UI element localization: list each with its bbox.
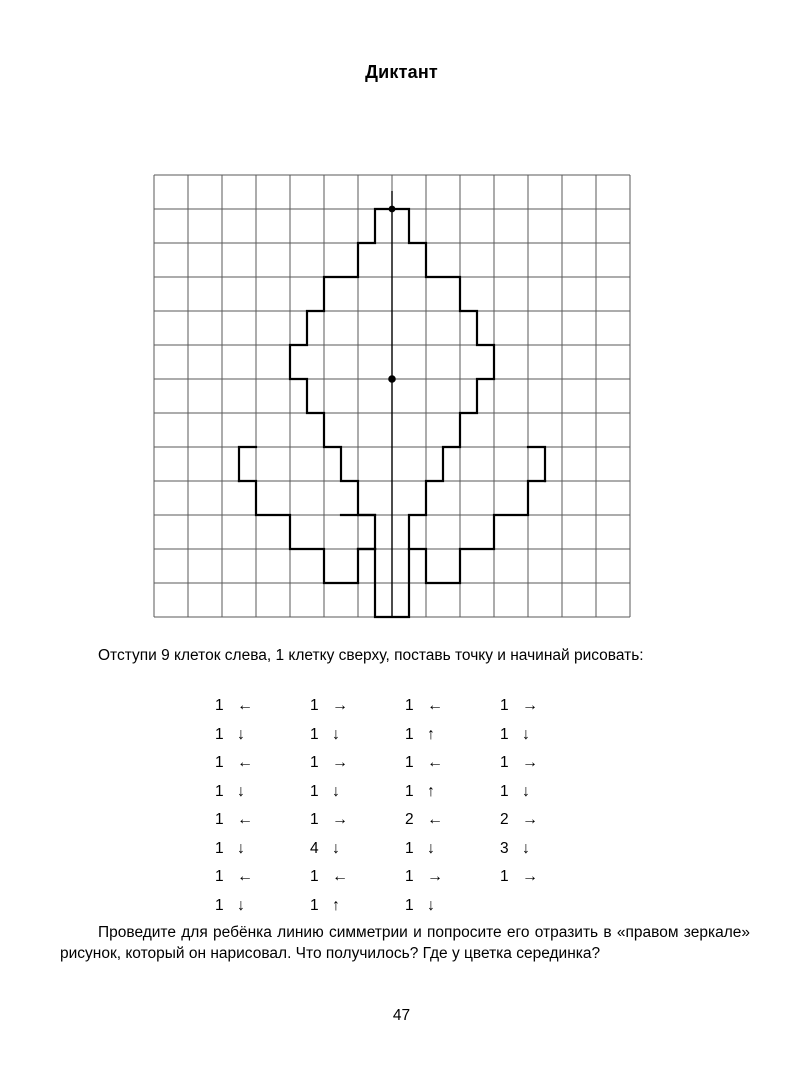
step-cell (310, 783, 405, 801)
step-count: 1 (500, 697, 509, 715)
step-count: 1 (500, 782, 509, 800)
arrow-down-icon: ↓ (332, 725, 340, 743)
arrow-right-icon: → (332, 754, 348, 772)
step-count: 1 (310, 811, 319, 829)
page-title: Диктант (365, 62, 438, 82)
step-count: 1 (405, 782, 414, 800)
arrow-left-icon: ← (332, 868, 348, 886)
step-count: 1 (405, 697, 414, 715)
step-cell (405, 840, 500, 858)
step-count: 1 (310, 896, 319, 914)
step-count: 1 (405, 868, 414, 886)
step-count: 1 (215, 896, 224, 914)
arrow-down-icon: ↓ (332, 839, 340, 857)
arrow-right-icon: → (427, 868, 443, 886)
steps-table (215, 692, 595, 920)
arrow-right-icon: → (522, 754, 538, 772)
step-count: 1 (500, 725, 509, 743)
arrow-down-icon: ↓ (522, 839, 530, 857)
center-dot (388, 375, 396, 383)
arrow-left-icon: ← (237, 811, 253, 829)
steps-row (215, 835, 595, 864)
closing-text (60, 922, 750, 965)
step-cell (500, 811, 595, 829)
step-cell (215, 897, 310, 915)
step-cell (405, 897, 500, 915)
arrow-left-icon: ← (427, 697, 443, 715)
step-count: 1 (310, 697, 319, 715)
arrow-left-icon: ← (427, 811, 443, 829)
page-number: 47 (392, 1007, 411, 1024)
step-cell (500, 783, 595, 801)
step-cell (310, 811, 405, 829)
arrow-down-icon: ↓ (522, 725, 530, 743)
steps-row (215, 721, 595, 750)
step-cell (215, 868, 310, 886)
step-count: 1 (215, 868, 224, 886)
steps-row (215, 692, 595, 721)
steps-row (215, 749, 595, 778)
step-cell (405, 868, 500, 886)
step-cell (310, 726, 405, 744)
closing-body: Проведите для ребёнка линию симметрии и попросите его отразить в «правом зеркале» рисунок, который он нарисовал. Что получилось? Где у цветка серединка? (60, 924, 750, 963)
steps-row (215, 892, 595, 921)
step-count: 1 (405, 896, 414, 914)
step-cell (500, 726, 595, 744)
step-cell (405, 726, 500, 744)
arrow-left-icon: ← (237, 868, 253, 886)
step-count: 1 (215, 725, 224, 743)
arrow-down-icon: ↓ (427, 839, 435, 857)
step-cell (215, 811, 310, 829)
arrow-left-icon: ← (427, 754, 443, 772)
step-cell (310, 868, 405, 886)
step-cell (500, 840, 595, 858)
step-count: 1 (310, 782, 319, 800)
step-count: 4 (310, 839, 319, 857)
step-cell (215, 840, 310, 858)
step-cell (500, 697, 595, 715)
steps-row (215, 806, 595, 835)
step-cell (405, 783, 500, 801)
instruction-text (60, 645, 750, 666)
step-count: 1 (405, 725, 414, 743)
step-count: 2 (405, 811, 414, 829)
arrow-up-icon: ↑ (427, 725, 435, 743)
step-cell (310, 840, 405, 858)
step-cell (405, 697, 500, 715)
step-cell (405, 811, 500, 829)
arrow-right-icon: → (332, 811, 348, 829)
step-cell (215, 697, 310, 715)
arrow-down-icon: ↓ (237, 725, 245, 743)
arrow-up-icon: ↑ (427, 782, 435, 800)
step-count: 1 (310, 754, 319, 772)
arrow-left-icon: ← (237, 754, 253, 772)
arrow-down-icon: ↓ (237, 896, 245, 914)
steps-row (215, 863, 595, 892)
arrow-right-icon: → (522, 868, 538, 886)
start-dot (389, 206, 396, 213)
step-count: 1 (215, 839, 224, 857)
worksheet-page (0, 62, 803, 1086)
step-cell (500, 868, 595, 886)
arrow-up-icon: ↑ (332, 896, 340, 914)
step-cell (310, 754, 405, 772)
step-cell (215, 783, 310, 801)
instruction-body: Отступи 9 клеток слева, 1 клетку сверху, поставь точку и начинай рисовать: (98, 647, 644, 664)
step-count: 1 (215, 754, 224, 772)
step-cell (500, 754, 595, 772)
arrow-down-icon: ↓ (427, 896, 435, 914)
step-cell (215, 754, 310, 772)
arrow-down-icon: ↓ (332, 782, 340, 800)
step-cell (215, 726, 310, 744)
step-count: 1 (215, 811, 224, 829)
arrow-right-icon: → (332, 697, 348, 715)
arrow-right-icon: → (522, 697, 538, 715)
step-cell (405, 754, 500, 772)
arrow-down-icon: ↓ (237, 782, 245, 800)
step-cell (310, 697, 405, 715)
step-count: 1 (310, 725, 319, 743)
step-count: 1 (215, 697, 224, 715)
graphic-dictation-grid (152, 173, 652, 621)
step-count: 2 (500, 811, 509, 829)
step-count: 1 (405, 754, 414, 772)
step-count: 1 (405, 839, 414, 857)
step-count: 3 (500, 839, 509, 857)
step-count: 1 (500, 868, 509, 886)
arrow-left-icon: ← (237, 697, 253, 715)
arrow-down-icon: ↓ (522, 782, 530, 800)
arrow-down-icon: ↓ (237, 839, 245, 857)
step-count: 1 (215, 782, 224, 800)
step-count: 1 (500, 754, 509, 772)
steps-row (215, 778, 595, 807)
step-count: 1 (310, 868, 319, 886)
step-cell (310, 897, 405, 915)
arrow-right-icon: → (522, 811, 538, 829)
